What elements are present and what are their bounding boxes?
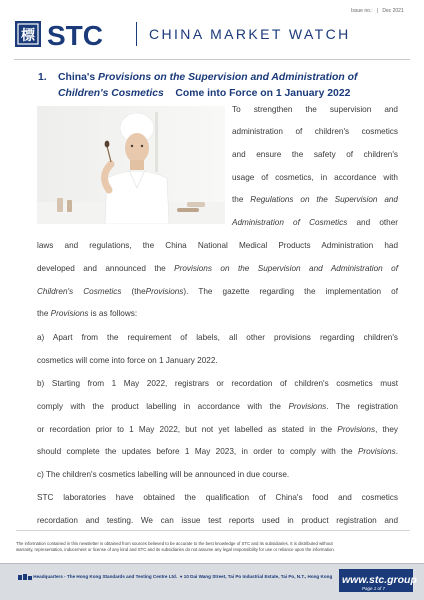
title-post: Come into Force on 1 January 2022: [175, 88, 351, 99]
list-item-b-cont: comply with the product labelling in accordance with the Provisions. The registration: [37, 402, 398, 411]
body-line: Children's Cosmetics (theProvisions). The gazette regarding the implementation of: [37, 287, 398, 296]
body-line: administration of children's cosmetics: [232, 127, 398, 136]
footer-rule: [0, 563, 424, 564]
disclaimer-line: The information contained in this newsletter is obtained from sources believed to be accurate to the best knowledge of STC and its subsidiaries. It is distributed without: [16, 541, 333, 546]
disclaimer-rule: [16, 530, 410, 531]
list-item-a-cont: cosmetics will come into force on 1 January 2022.: [37, 356, 218, 365]
body-line: STC laboratories have obtained the qualification of China's food and cosmetics: [37, 493, 398, 502]
logo-text: STC: [47, 20, 103, 50]
disclaimer-line: warranty, representation, inducement or license of any kind and STC and its subsidiaries do not assume any legal responsibility for use or reliance upon the information.: [16, 547, 336, 552]
issue-info: Issue no.: | Dec 2021: [351, 8, 404, 14]
body-line: the Regulations on the Supervision and: [232, 195, 398, 204]
website-link[interactable]: www.stc.group: [342, 574, 417, 586]
body-line: Administration of Cosmetics and other: [232, 218, 398, 227]
issue-date: Dec 2021: [382, 8, 404, 14]
list-item-b: b) Starting from 1 May 2022, registrars or recordation of children's cosmetics must: [37, 379, 398, 388]
body-line: To strengthen the supervision and: [232, 105, 398, 114]
body-line: the Provisions is as follows:: [37, 309, 138, 318]
list-item-a: a) Apart from the requirement of labels, all other provisions regarding children's: [37, 333, 398, 342]
title-italic-2: Children's Cosmetics: [58, 88, 164, 99]
body-line: recordation and testing. We can issue test reports used in product registration and: [37, 516, 398, 525]
title-pre: China's: [58, 72, 96, 83]
stc-logo: [14, 18, 138, 50]
article-number: 1.: [38, 72, 47, 83]
header-divider: [136, 22, 137, 46]
hq-label: Headquarters - The Hong Kong Standards and Testing Centre Ltd.: [33, 574, 178, 580]
body-line: laws and regulations, the China National Medical Products Administration had: [37, 241, 398, 250]
hq-address: 10 Dai Wang Street, Tai Po Industrial Estate, Tai Po, N.T., Hong Kong: [183, 574, 333, 580]
header-rule: [14, 59, 410, 60]
article-photo: [37, 106, 225, 224]
svg-text:標: 標: [21, 28, 35, 44]
footer-address: [34, 574, 332, 580]
title-italic-1: Provisions on the Supervision and Administration of: [98, 72, 358, 83]
building-icon: [18, 574, 32, 580]
issue-label: Issue no.:: [351, 8, 373, 14]
newsletter-title: CHINA MARKET WATCH: [149, 26, 351, 42]
location-pin-icon: ●: [179, 574, 183, 580]
body-line: and ensure the safety of children's: [232, 150, 398, 159]
body-line: usage of cosmetics, in accordance with: [232, 173, 398, 182]
list-item-b-cont: should complete the updates before 1 May 2023, in order to comply with the Provisions.: [37, 447, 398, 456]
body-line: developed and announced the Provisions on the Supervision and Administration of: [37, 264, 398, 273]
list-item-c: c) The children's cosmetics labelling will be announced in due course.: [37, 470, 290, 479]
page-number: Page 1 of 7: [362, 586, 386, 591]
list-item-b-cont: or recordation prior to 1 May 2022, but not yet labelled as stated in the Provisions, they: [37, 425, 399, 434]
